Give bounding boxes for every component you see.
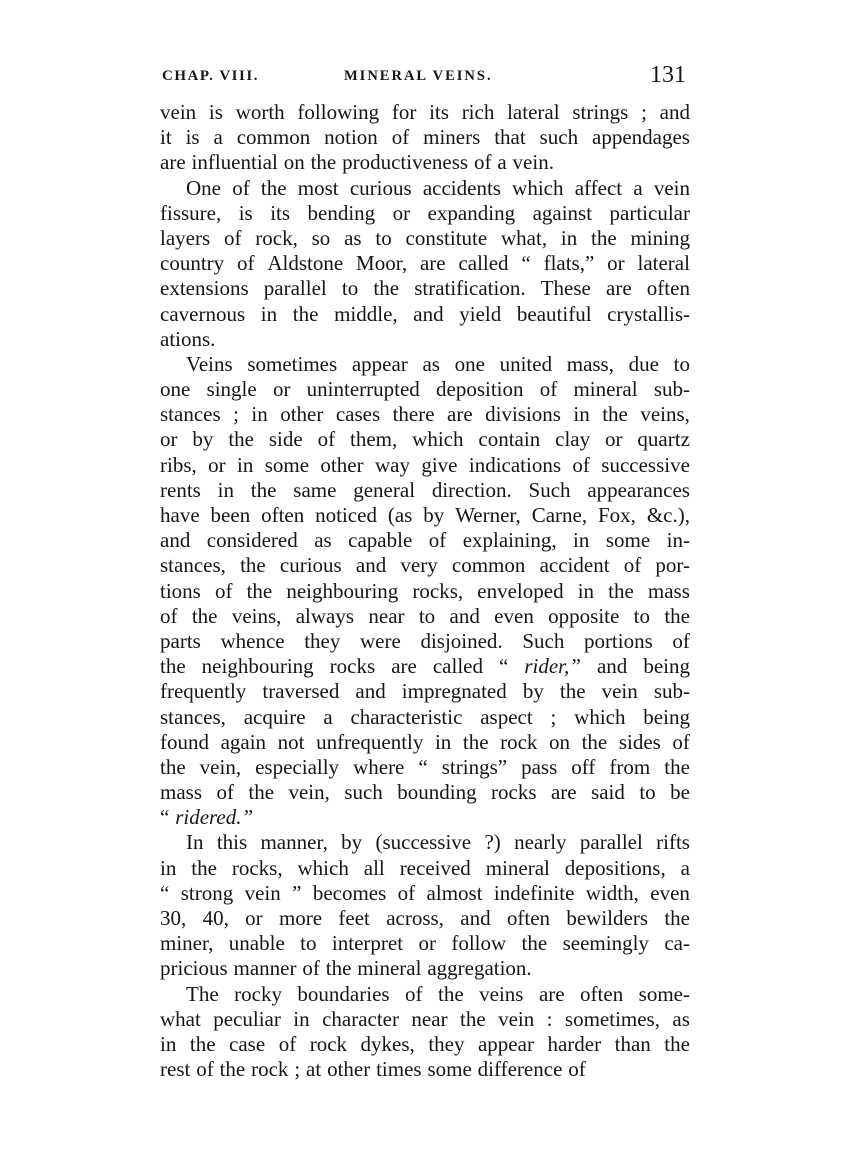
text-line: what peculiar in character near the vein : sometimes, as [160,1006,690,1031]
text-line: fissure, is its bending or expanding against particular [160,200,690,225]
running-header [160,62,690,100]
text-line: one single or uninterrupted deposition of mineral sub- [160,377,690,402]
text-line: ribs, or in some other way give indications of successive [160,452,690,477]
paragraph [160,830,690,981]
text-line: “ ridered.” [160,805,254,830]
text-line: ations. [160,326,216,351]
text-line: stances, the curious and very common accident of por- [160,553,690,578]
text-line: “ strong vein ” becomes of almost indefinite width, even [160,880,690,905]
text-line: in the rocks, which all received mineral depositions, a [160,855,690,880]
book-page [160,62,690,1102]
text-line: in the case of rock dykes, they appear harder than the [160,1031,690,1056]
text-line: frequently traversed and impregnated by the vein sub- [160,679,690,704]
body-text [160,100,690,1082]
text-line: stances, acquire a characteristic aspect ; which being [160,704,690,729]
text-line: parts whence they were disjoined. Such portions of [160,628,690,653]
text-line: the vein, especially where “ strings” pass off from the [160,754,690,779]
text-line: mass of the vein, such bounding rocks are said to be [160,780,690,805]
text-line: extensions parallel to the stratification. These are often [160,276,690,301]
running-title: MINERAL VEINS. [344,68,493,84]
text-line: the neighbouring rocks are called “ rider,” and being [160,654,690,679]
page-number: 131 [650,62,686,88]
text-line: miner, unable to interpret or follow the seemingly ca- [160,931,690,956]
text-line: stances ; in other cases there are divisions in the veins, [160,402,690,427]
text-line: In this manner, by (successive ?) nearly parallel rifts [186,830,690,855]
paragraph [160,176,690,352]
text-line: cavernous in the middle, and yield beautiful crystallis- [160,301,690,326]
text-line: it is a common notion of miners that such appendages [160,125,690,150]
paragraph [160,100,690,176]
text-line: pricious manner of the mineral aggregation. [160,956,532,981]
text-line: Veins sometimes appear as one united mass, due to [186,351,690,376]
text-line: tions of the neighbouring rocks, enveloped in the mass [160,578,690,603]
text-line: country of Aldstone Moor, are called “ flats,” or lateral [160,251,690,276]
text-line: are influential on the productiveness of a vein. [160,150,554,175]
text-line: layers of rock, so as to constitute what, in the mining [160,225,690,250]
text-line: rents in the same general direction. Such appearances [160,477,690,502]
text-line: rest of the rock ; at other times some difference of [160,1057,586,1082]
text-line: One of the most curious accidents which affect a vein [186,175,690,200]
chapter-label: CHAP. VIII. [162,68,259,84]
text-line: and considered as capable of explaining, in some in- [160,528,690,553]
text-line: found again not unfrequently in the rock on the sides of [160,729,690,754]
text-line: 30, 40, or more feet across, and often bewilders the [160,906,690,930]
text-line: have been often noticed (as by Werner, Carne, Fox, &c.), [160,503,690,527]
text-line: The rocky boundaries of the veins are often some- [186,981,690,1006]
text-line: or by the side of them, which contain clay or quartz [160,427,690,452]
paragraph [160,352,690,831]
text-line: of the veins, always near to and even opposite to the [160,603,690,628]
text-line: vein is worth following for its rich lateral strings ; and [160,100,690,124]
paragraph [160,982,690,1083]
